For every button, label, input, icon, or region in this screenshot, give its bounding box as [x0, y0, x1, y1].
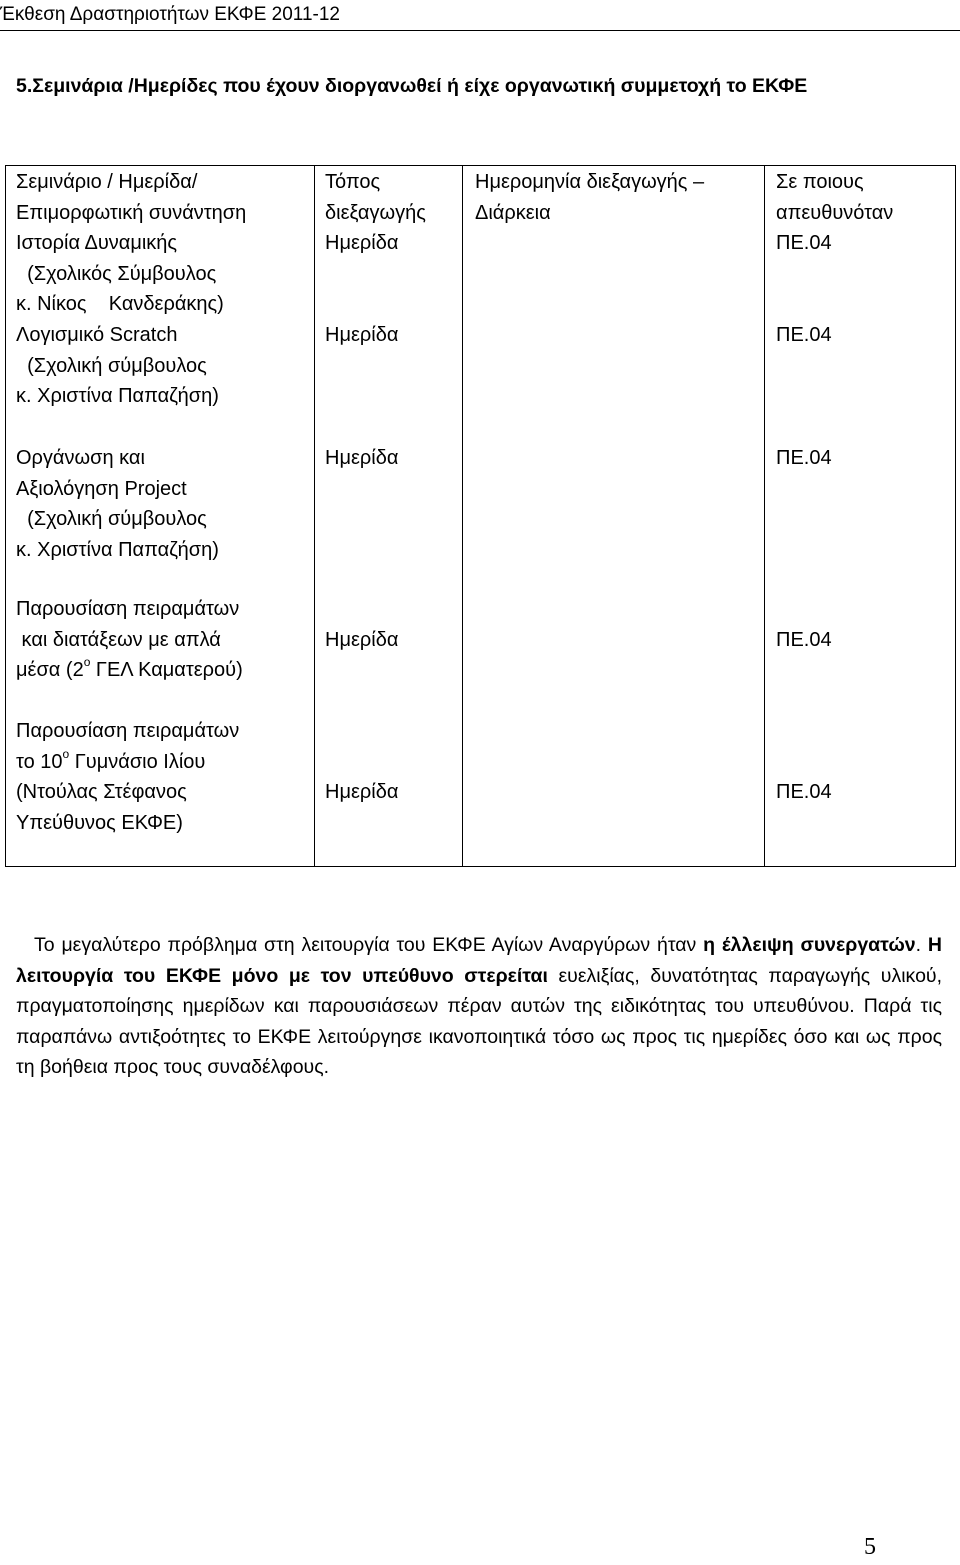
header-place: Τόπος διεξαγωγής: [325, 171, 426, 224]
table-border-right: [955, 165, 956, 867]
row-3-audience: ΠΕ.04: [776, 447, 832, 469]
section-title: 5.Σεμινάρια /Ημερίδες που έχουν διοργανωθεί ή είχε οργανωτική συμμετοχή το ΕΚΦΕ: [16, 75, 808, 97]
emphasis-text: Η λειτουργία του ΕΚΦΕ μόνο με τον υπεύθυνο στερείται: [16, 934, 942, 987]
row-2-seminar: Λογισμικό Scratch (Σχολική σύμβουλος κ. Χριστίνα Παπαζήση): [16, 324, 219, 407]
row-5-seminar-line: το $10^o$ Γυμνάσιο Ιλίου: [16, 746, 206, 773]
table-border-top: [5, 165, 956, 166]
emphasis-text: η έλλειψη συνεργατών: [703, 934, 916, 956]
row-4-seminar: [16, 594, 243, 686]
column-divider: [314, 165, 315, 867]
row-5-seminar-line: (Ντούλας Στέφανος: [16, 781, 187, 803]
header-audience: Σε ποιους απευθυνόταν: [776, 171, 894, 224]
row-5-seminar-line: Υπεύθυνος ΕΚΦΕ): [16, 811, 183, 834]
page-number: 5: [864, 1534, 876, 1560]
column-divider: [462, 165, 463, 867]
row-3-place: Ημερίδα: [325, 447, 399, 469]
row-2-audience: ΠΕ.04: [776, 324, 832, 346]
row-5-seminar-line: Παρουσίαση πειραμάτων: [16, 720, 240, 742]
row-5-place: Ημερίδα: [325, 781, 399, 803]
seminars-table: [5, 165, 956, 867]
row-5-seminar: [16, 716, 239, 838]
row-4-seminar-line: και διατάξεων με απλά: [16, 628, 221, 651]
row-3-seminar: Οργάνωση και Αξιολόγηση Project (Σχολική σύμβουλος κ. Χριστίνα Παπαζήση): [16, 447, 219, 561]
header-rule: [0, 30, 960, 31]
header-date: Ημερομηνία διεξαγωγής – Διάρκεια: [475, 171, 705, 224]
running-header: Έκθεση Δραστηριοτήτων ΕΚΦΕ 2011-12: [0, 4, 340, 25]
header-seminar: Σεμινάριο / Ημερίδα/ Επιμορφωτική συνάντηση: [16, 171, 247, 224]
row-4-place: Ημερίδα: [325, 629, 399, 651]
row-1-seminar: Ιστορία Δυναμικής (Σχολικός Σύμβουλος κ. Νίκος Κανδεράκης): [16, 232, 224, 315]
row-2-place: Ημερίδα: [325, 324, 399, 346]
conclusion-paragraph: Το μεγαλύτερο πρόβλημα στη λειτουργία του ΕΚΦΕ Αγίων Αναργύρων ήταν η έλλειψη συνεργατών. Η λειτουργία του ΕΚΦΕ μόνο με τον υπεύθυνο στερείται ευελιξίας, δυνατότητας παραγωγής υλικού, πραγματοποίησης ημερίδων και παρουσιάσεων πέραν αυτών της ειδικότητας του υπευθύνου. Παρά τις παραπάνω αντιξοότητες το ΕΚΦΕ λειτούργησε ικανοποιητικά τόσο ως προς τις ημερίδες όσο και ως προς τη βοήθεια προς τους συναδέλφους.: [16, 934, 942, 1078]
row-4-audience: ΠΕ.04: [776, 629, 832, 651]
table-border-left: [5, 165, 6, 867]
row-1-audience: ΠΕ.04: [776, 232, 832, 254]
column-divider: [764, 165, 765, 867]
row-4-seminar-line: Παρουσίαση πειραμάτων: [16, 598, 240, 620]
table-border-bottom: [5, 866, 956, 867]
row-4-seminar-line: μέσα ($2^o$ ΓΕΛ Καματερού): [16, 655, 243, 681]
row-1-place: Ημερίδα: [325, 232, 399, 254]
row-5-audience: ΠΕ.04: [776, 781, 832, 803]
